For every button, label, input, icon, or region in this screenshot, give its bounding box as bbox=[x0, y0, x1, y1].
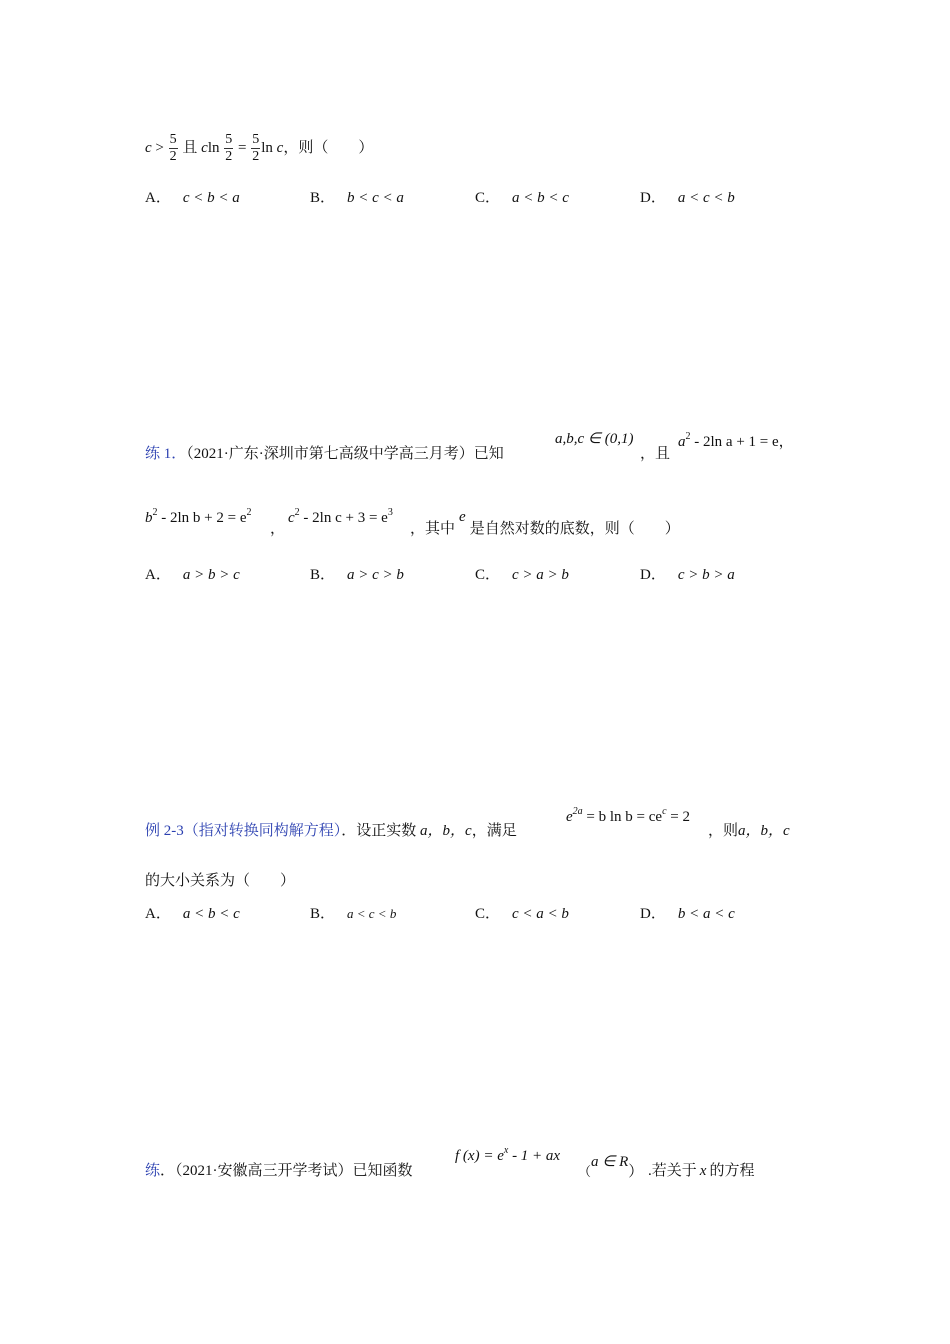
option-text: a > b > c bbox=[182, 567, 240, 583]
block3-line2: 的大小关系为（ ） bbox=[145, 873, 296, 889]
example-tag: 例 2-3（指对转换同构解方程） bbox=[145, 823, 342, 839]
condition-a bbox=[578, 1150, 644, 1180]
then-text: ，则 bbox=[708, 823, 739, 839]
tail-text: .若关于 bbox=[648, 1163, 697, 1179]
frac-num: 5 bbox=[225, 132, 233, 148]
block1-stem bbox=[145, 128, 373, 168]
option-d bbox=[640, 563, 735, 584]
fraction-5-2 bbox=[169, 132, 178, 165]
option-text: a > c > b bbox=[347, 567, 404, 583]
lead-text: ．设正实数 bbox=[341, 823, 417, 839]
fraction-5-2-c bbox=[251, 132, 260, 165]
option-a bbox=[145, 902, 240, 923]
option-label: D． bbox=[640, 906, 666, 922]
option-b bbox=[310, 186, 404, 207]
var-b: b bbox=[145, 510, 153, 526]
option-text: b < a < c bbox=[677, 906, 735, 922]
var-e: e bbox=[566, 809, 573, 825]
paren-close: ） bbox=[628, 1164, 644, 1180]
var-c: c bbox=[145, 140, 152, 156]
satisfy-text: ，满足 bbox=[471, 823, 517, 839]
option-text: a < b < c bbox=[182, 906, 240, 922]
exponent: x bbox=[503, 1145, 509, 1156]
option-b bbox=[310, 563, 404, 584]
stem-tail: ，则（ ） bbox=[283, 140, 374, 156]
exercise-tag: 练 bbox=[145, 1163, 161, 1179]
option-c bbox=[475, 563, 569, 584]
condition-abc: a,b,c ∈ (0,1) bbox=[555, 431, 634, 447]
equation-end: = 2 bbox=[670, 809, 690, 825]
option-label: D． bbox=[640, 190, 666, 206]
frac-num: 5 bbox=[169, 132, 177, 148]
tail-text-2: 的方程 bbox=[709, 1163, 755, 1179]
frac-den: 2 bbox=[252, 149, 260, 165]
block2-line1 bbox=[145, 442, 504, 463]
exponent: 2 bbox=[294, 507, 300, 518]
option-d bbox=[640, 902, 735, 923]
option-label: B． bbox=[310, 906, 336, 922]
exponent: 2 bbox=[246, 507, 252, 518]
frac-num: 5 bbox=[252, 132, 260, 148]
option-text: a < c < b bbox=[347, 906, 397, 921]
comma: ， bbox=[270, 521, 286, 537]
block4-line1 bbox=[145, 1159, 413, 1180]
var-c3: c bbox=[276, 140, 284, 156]
comma: ， bbox=[778, 434, 794, 450]
exponent: 2 bbox=[685, 431, 691, 442]
option-c bbox=[475, 186, 569, 207]
option-text: b < c < a bbox=[347, 190, 404, 206]
eq-sign: = bbox=[238, 140, 247, 156]
equation-a bbox=[678, 430, 794, 451]
exponent: 2 bbox=[152, 507, 158, 518]
paren-open: （ bbox=[578, 1164, 592, 1179]
option-label: B． bbox=[310, 190, 336, 206]
option-label: C． bbox=[475, 190, 501, 206]
option-label: B． bbox=[310, 567, 336, 583]
ln2: ln bbox=[261, 140, 273, 156]
source: ．（2021·安徽高三开学考试）已知函数 bbox=[160, 1163, 413, 1179]
vars: a，b，c bbox=[738, 823, 790, 839]
option-c bbox=[475, 902, 569, 923]
function-rest: - 1 + ax bbox=[512, 1148, 561, 1164]
frac-den: 2 bbox=[225, 149, 233, 165]
source: （2021·广东·深圳市第七高级中学高三月考）已知 bbox=[186, 446, 504, 462]
and-word: 且 bbox=[182, 140, 198, 156]
equation-rest: - 2ln a + 1 = e bbox=[694, 434, 779, 450]
vars: a，b，c bbox=[420, 823, 472, 839]
option-label: C． bbox=[475, 906, 501, 922]
equation-main bbox=[566, 806, 690, 826]
option-text: c > b > a bbox=[677, 567, 735, 583]
tail-text: 是自然对数的底数，则（ ） bbox=[469, 521, 680, 537]
var-x: x bbox=[699, 1163, 707, 1179]
var-e: e bbox=[459, 509, 466, 525]
option-d bbox=[640, 186, 735, 207]
equation-rest: - 2ln c + 3 = e bbox=[303, 510, 388, 526]
block4-tail bbox=[648, 1159, 754, 1180]
equation-rest: - 2ln b + 2 = e bbox=[161, 510, 247, 526]
option-text: a < b < c bbox=[512, 190, 569, 206]
option-label: D． bbox=[640, 567, 666, 583]
var-c2: c bbox=[201, 140, 208, 156]
equation-rest: = b ln b = ce bbox=[586, 809, 663, 825]
equation-b bbox=[145, 507, 252, 527]
condition: a ∈ R bbox=[591, 1154, 629, 1170]
option-label: A． bbox=[145, 567, 171, 583]
function-def bbox=[455, 1145, 560, 1165]
gt-sign: > bbox=[155, 140, 164, 156]
exponent: c bbox=[662, 806, 667, 817]
block3-then bbox=[708, 819, 790, 840]
block3-line1 bbox=[145, 819, 517, 840]
fraction-5-2-b bbox=[224, 132, 233, 165]
mid-text: ，其中 bbox=[410, 521, 456, 537]
exercise-tag: 练 1． bbox=[145, 446, 187, 462]
function-lhs: f (x) = e bbox=[455, 1148, 504, 1164]
option-text: c < a < b bbox=[512, 906, 569, 922]
option-text: c < b < a bbox=[182, 190, 240, 206]
exponent: 2a bbox=[572, 806, 583, 817]
option-a bbox=[145, 563, 240, 584]
exponent: 3 bbox=[387, 507, 393, 518]
option-label: A． bbox=[145, 190, 171, 206]
option-text: c > a > b bbox=[512, 567, 569, 583]
option-label: A． bbox=[145, 906, 171, 922]
option-a bbox=[145, 186, 240, 207]
var-c: c bbox=[288, 510, 295, 526]
ln: ln bbox=[207, 140, 220, 156]
option-text: a < c < b bbox=[677, 190, 735, 206]
and-word: ，且 bbox=[640, 446, 671, 462]
frac-den: 2 bbox=[169, 149, 177, 165]
block2-tail bbox=[410, 509, 680, 538]
var-a: a bbox=[678, 434, 686, 450]
option-b bbox=[310, 902, 396, 923]
option-label: C． bbox=[475, 567, 501, 583]
equation-c bbox=[288, 507, 393, 527]
